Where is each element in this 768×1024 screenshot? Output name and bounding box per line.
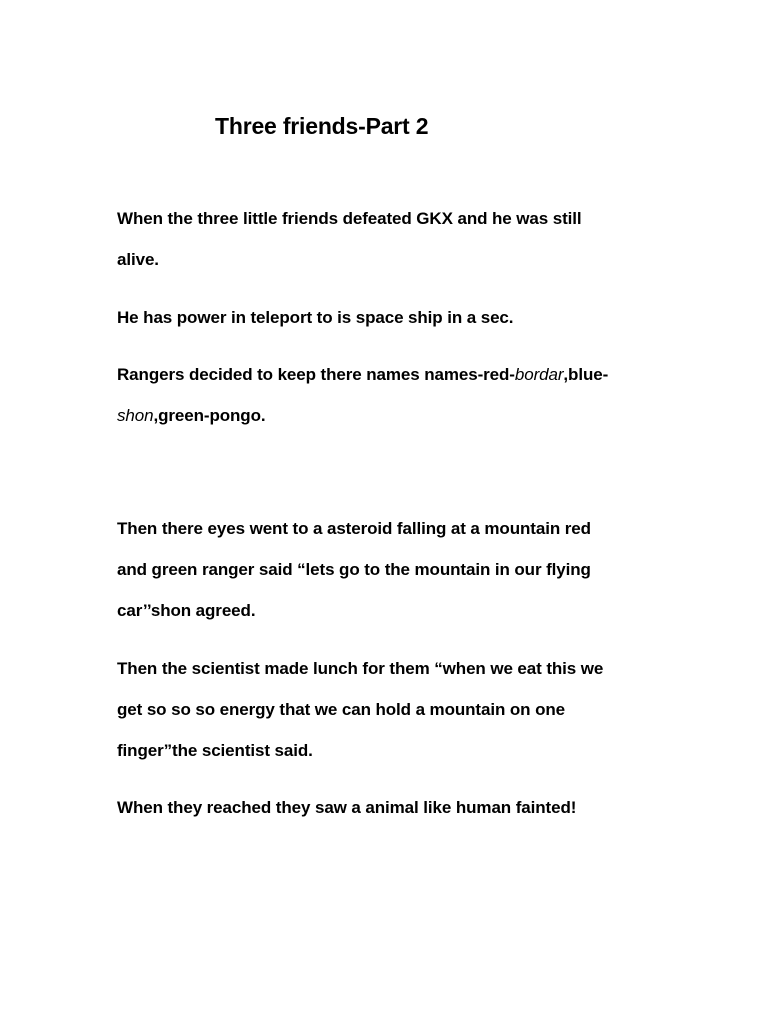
- paragraph-1: [117, 198, 657, 280]
- paragraph-5: [117, 648, 657, 771]
- paragraph-1-line-1: When the three little friends defeated GKX and he was still: [117, 209, 582, 228]
- paragraph-3-text-c: ,blue-: [563, 365, 609, 384]
- paragraph-5-line-3: finger”the scientist said.: [117, 741, 313, 760]
- paragraph-4-line-3: car’’shon agreed.: [117, 601, 256, 620]
- paragraph-5-line-2: get so so so energy that we can hold a mountain on one: [117, 700, 565, 719]
- document-title: Three friends-Part 2: [215, 113, 429, 139]
- paragraph-4: [117, 508, 657, 631]
- paragraph-6-line-1: When they reached they saw a animal like human fainted!: [117, 798, 577, 817]
- paragraph-3-line-2: [117, 395, 657, 436]
- paragraph-1-line-2: alive.: [117, 250, 159, 269]
- paragraph-4-line-1: Then there eyes went to a asteroid falling at a mountain red: [117, 519, 591, 538]
- paragraph-4-line-2: and green ranger said “lets go to the mountain in our flying: [117, 560, 591, 579]
- paragraph-3-text-a: Rangers decided to keep there names names-red-: [117, 365, 515, 384]
- paragraph-3: [117, 354, 657, 436]
- paragraph-3-text-d: ,green-pongo.: [153, 406, 266, 425]
- paragraph-5-line-1: Then the scientist made lunch for them “when we eat this we: [117, 659, 604, 678]
- paragraph-3-italic-bordar: bordar: [514, 365, 564, 384]
- paragraph-3-line-1: [117, 354, 657, 395]
- paragraph-3-italic-shon: shon: [117, 406, 154, 425]
- paragraph-2: [117, 297, 657, 338]
- paragraph-6: [117, 787, 657, 828]
- paragraph-2-line-1: He has power in teleport to is space ship in a sec.: [117, 308, 514, 327]
